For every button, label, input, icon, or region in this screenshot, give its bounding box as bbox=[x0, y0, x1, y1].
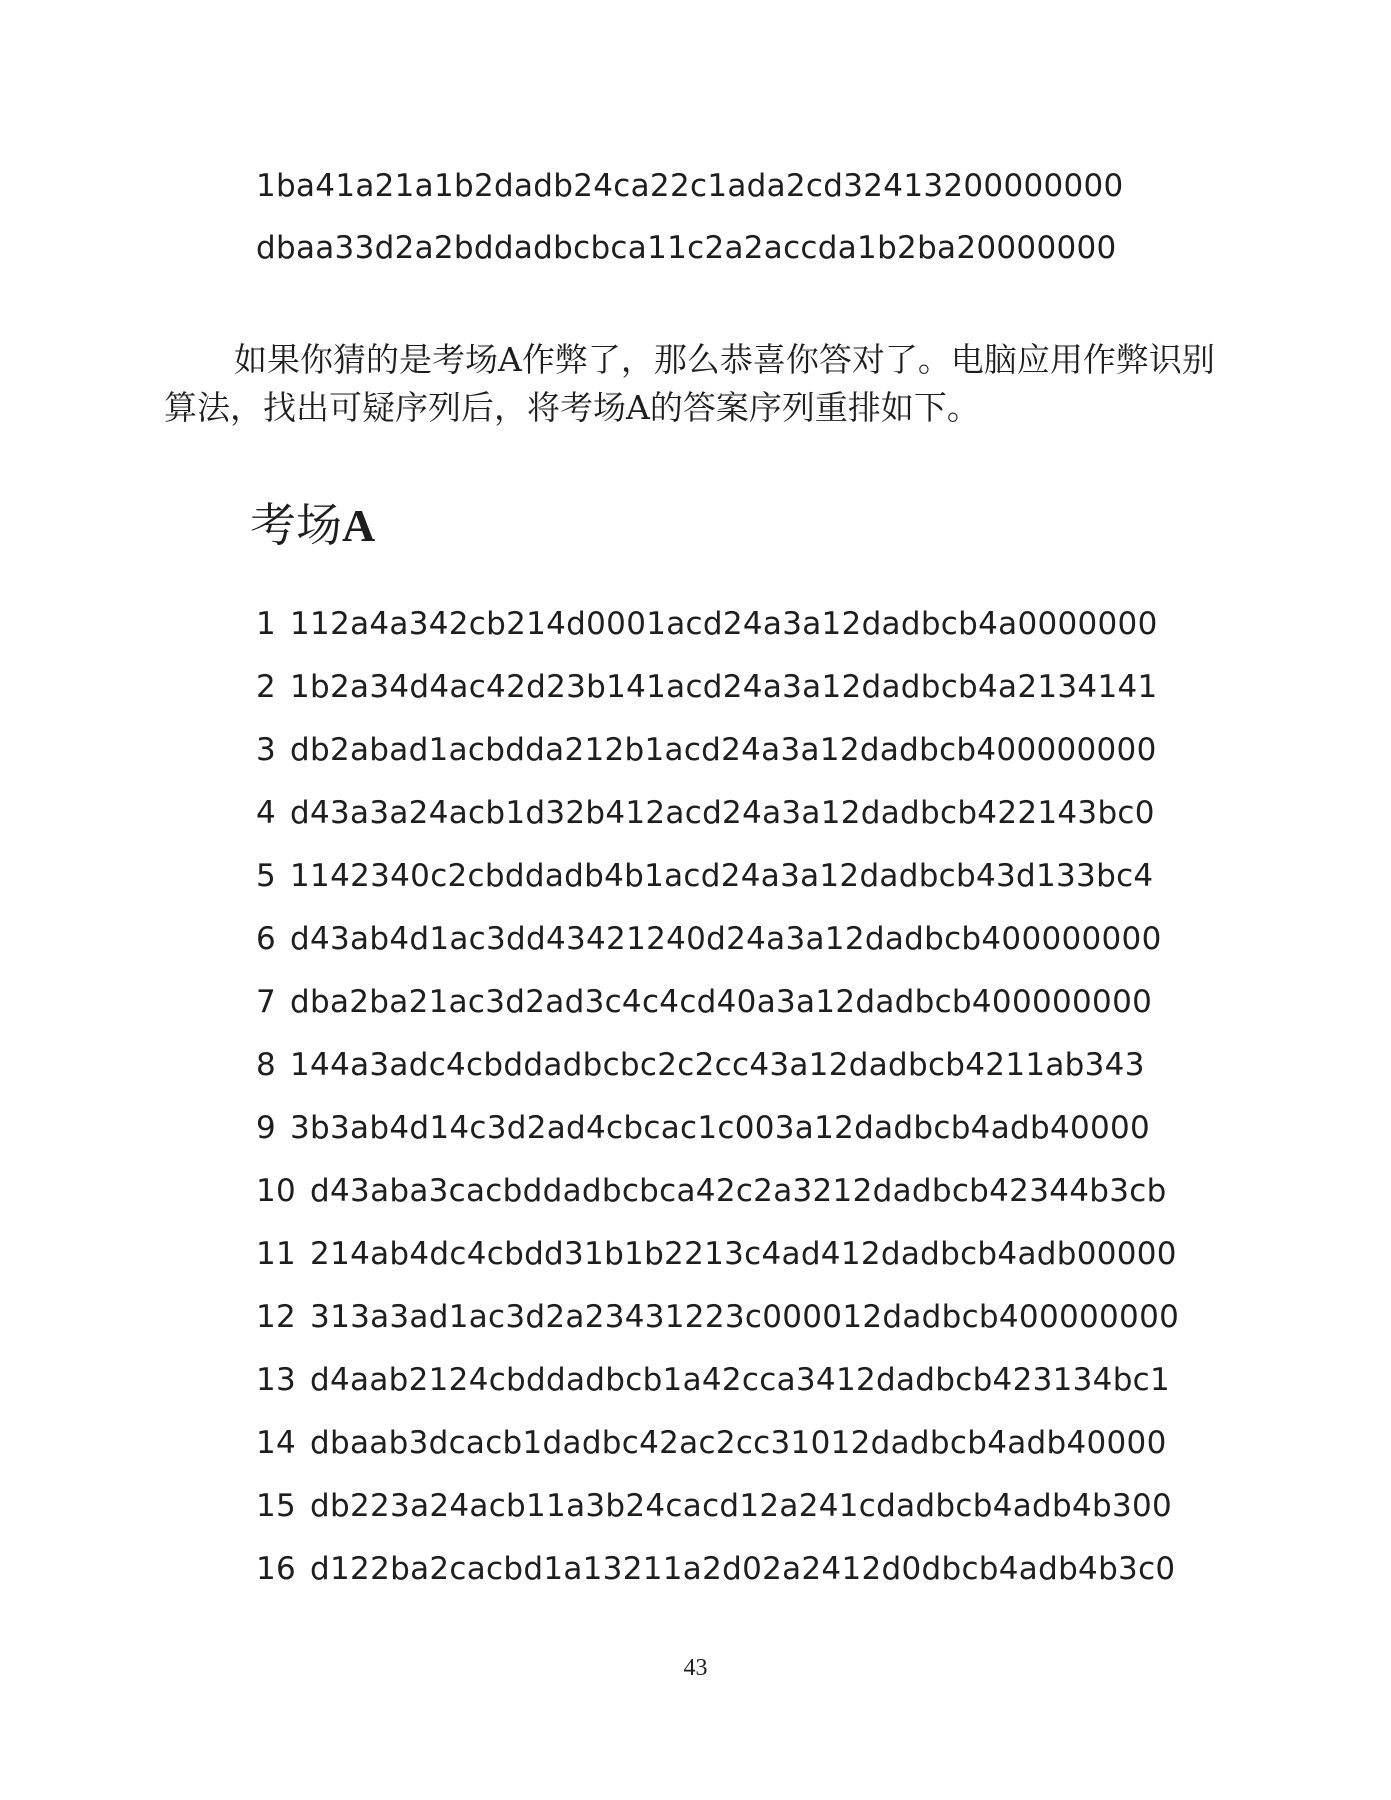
sequence-text: dbaab3dcacb1dadbc42ac2cc31012dadbcb4adb40000 bbox=[310, 1425, 1167, 1461]
sequence-number: 5 bbox=[256, 858, 277, 894]
sequence-number: 10 bbox=[256, 1173, 297, 1209]
sequence-text: db223a24acb11a3b24cacd12a241cdadbcb4adb4b300 bbox=[310, 1488, 1173, 1524]
sequence-number: 2 bbox=[256, 669, 277, 705]
sequence-number: 8 bbox=[256, 1047, 277, 1083]
sequence-row bbox=[256, 1108, 1179, 1171]
sequence-number: 1 bbox=[256, 606, 277, 642]
section-heading-latin: A bbox=[342, 500, 376, 551]
sequence-text: db2abad1acbdda212b1acd24a3a12dadbcb400000000 bbox=[290, 732, 1157, 768]
sequence-text: 1142340c2cbddadb4b1acd24a3a12dadbcb43d133bc4 bbox=[290, 858, 1154, 894]
section-heading-cn: 考场 bbox=[250, 498, 342, 552]
sequence-number: 16 bbox=[256, 1551, 297, 1587]
sequence-list bbox=[256, 604, 1179, 1612]
sequence-text: d43aba3cacbddadbcbca42c2a3212dadbcb42344b3cb bbox=[310, 1173, 1167, 1209]
body-paragraph bbox=[164, 336, 1234, 432]
sequence-row bbox=[256, 1486, 1179, 1549]
sequence-row bbox=[256, 919, 1179, 982]
sequence-number: 13 bbox=[256, 1362, 297, 1398]
sequence-number: 3 bbox=[256, 732, 277, 768]
top-sequence-2: dbaa33d2a2bddadbcbca11c2a2accda1b2ba20000000 bbox=[256, 230, 1117, 266]
sequence-text: 144a3adc4cbddadbcbc2c2cc43a12dadbcb4211ab343 bbox=[290, 1047, 1145, 1083]
top-sequence-1: 1ba41a21a1b2dadb24ca22c1ada2cd32413200000000 bbox=[256, 168, 1124, 204]
sequence-text: 313a3ad1ac3d2a23431223c000012dadbcb400000000 bbox=[310, 1299, 1180, 1335]
sequence-row bbox=[256, 1234, 1179, 1297]
sequence-text: d43a3a24acb1d32b412acd24a3a12dadbcb422143bc0 bbox=[290, 795, 1155, 831]
sequence-row bbox=[256, 1045, 1179, 1108]
sequence-row bbox=[256, 667, 1179, 730]
sequence-text: d4aab2124cbddadbcb1a42cca3412dadbcb423134bc1 bbox=[310, 1362, 1171, 1398]
section-heading bbox=[250, 495, 375, 556]
sequence-text: 3b3ab4d14c3d2ad4cbcac1c003a12dadbcb4adb40000 bbox=[290, 1110, 1151, 1146]
sequence-row bbox=[256, 604, 1179, 667]
sequence-text: d122ba2cacbd1a13211a2d02a2412d0dbcb4adb4b3c0 bbox=[310, 1551, 1176, 1587]
sequence-row bbox=[256, 1549, 1179, 1612]
sequence-row bbox=[256, 1297, 1179, 1360]
sequence-number: 6 bbox=[256, 921, 277, 957]
sequence-number: 9 bbox=[256, 1110, 277, 1146]
sequence-row bbox=[256, 793, 1179, 856]
sequence-text: dba2ba21ac3d2ad3c4c4cd40a3a12dadbcb400000000 bbox=[290, 984, 1153, 1020]
page-number: 43 bbox=[683, 1655, 708, 1681]
sequence-row bbox=[256, 856, 1179, 919]
sequence-row bbox=[256, 982, 1179, 1045]
sequence-number: 12 bbox=[256, 1299, 297, 1335]
sequence-text: d43ab4d1ac3dd43421240d24a3a12dadbcb400000000 bbox=[290, 921, 1162, 957]
sequence-number: 14 bbox=[256, 1425, 297, 1461]
sequence-row bbox=[256, 1171, 1179, 1234]
sequence-row bbox=[256, 1360, 1179, 1423]
sequence-number: 15 bbox=[256, 1488, 297, 1524]
sequence-text: 1b2a34d4ac42d23b141acd24a3a12dadbcb4a2134141 bbox=[290, 669, 1158, 705]
sequence-number: 7 bbox=[256, 984, 277, 1020]
paragraph-text: 如果你猜的是考场A作弊了，那么恭喜你答对了。电脑应用作弊识别算法，找出可疑序列后，将考场A的答案序列重排如下。 bbox=[164, 340, 1215, 427]
sequence-number: 4 bbox=[256, 795, 277, 831]
sequence-row bbox=[256, 1423, 1179, 1486]
sequence-row bbox=[256, 730, 1179, 793]
sequence-number: 11 bbox=[256, 1236, 297, 1272]
sequence-text: 214ab4dc4cbdd31b1b2213c4ad412dadbcb4adb00000 bbox=[310, 1236, 1177, 1272]
sequence-text: 112a4a342cb214d0001acd24a3a12dadbcb4a0000000 bbox=[290, 606, 1158, 642]
